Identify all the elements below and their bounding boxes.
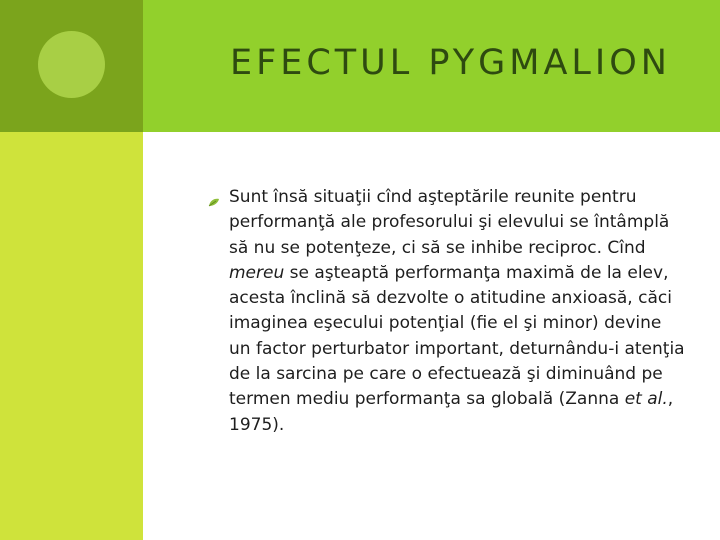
accent-panel-bottom — [0, 132, 143, 540]
bullet-text-italic-segment: mereu — [229, 262, 285, 283]
bullet-text-segment: Sunt însă situaţii cînd aşteptările reunite pentru performanţă ale profesorului şi elevului se întâmplă să nu se potenţeze, ci să se inhibe reciproc. Cînd — [229, 187, 670, 258]
leaf-bullet-icon — [208, 192, 220, 201]
bullet-text-segment: , 1975). — [229, 389, 674, 435]
bullet-text-italic-segment: et al. — [624, 389, 668, 410]
content-area — [208, 185, 688, 438]
bullet-text — [229, 185, 688, 438]
bullet-item — [208, 185, 688, 438]
slide-title: EFECTUL PYGMALION — [230, 43, 671, 83]
decorative-circle — [38, 31, 105, 98]
bullet-text-segment: se aşteaptă performanţa maximă de la elev, acesta înclină să dezvolte o atitudine anxioasă, căci imaginea eşecului potenţial (fie el şi minor) devine un factor perturbator important, deturnându-i atenţia de la sarcina pe care o efectuează şi diminuând pe termen mediu performanţa sa globală (Zanna — [229, 262, 685, 410]
